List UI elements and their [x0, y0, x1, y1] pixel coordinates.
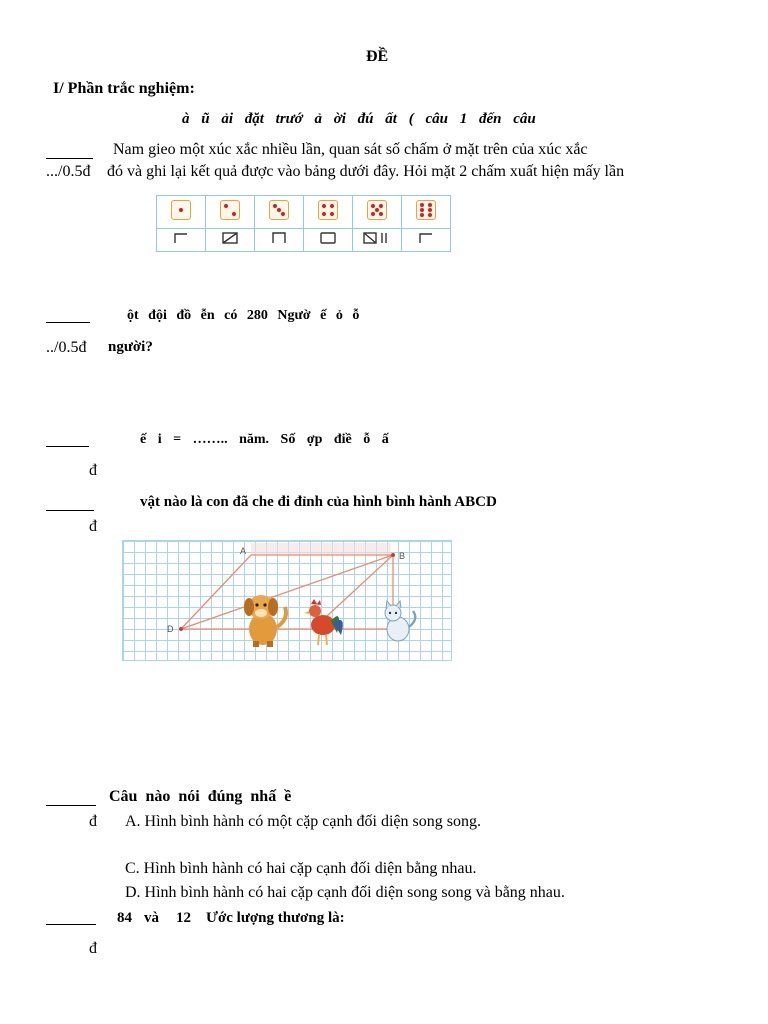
dice-tally-table	[156, 195, 451, 252]
tally-6	[402, 229, 451, 252]
q4-line1: vật nào là con đã che đi đỉnh của hình bình hành ABCD	[140, 494, 497, 510]
q3-line1: ế i = …….. năm. Số ợp điề ỗ ấ	[140, 432, 389, 447]
dice-face-5	[353, 196, 402, 229]
q4-score: đ	[89, 518, 97, 535]
page-title: ĐỀ	[366, 48, 389, 65]
rooster-icon	[304, 599, 343, 645]
q6-text: Ước lượng thương là:	[206, 910, 345, 926]
answer-blank-q3[interactable]	[46, 446, 89, 447]
q1-line1: Nam gieo một xúc xắc nhiều lần, quan sát số chấm ở mặt trên của xúc xắc	[113, 141, 588, 158]
vertex-label-d: D	[167, 624, 174, 634]
tally-1	[157, 229, 206, 252]
instruction-text: à ũ ải đặt trướ ả ời đú ất ( câu 1 đến câu	[182, 111, 536, 127]
cat-icon	[385, 601, 415, 641]
q6-num2: 12	[176, 910, 191, 926]
tally-5	[353, 229, 402, 252]
dog-icon	[244, 595, 286, 647]
q1-line2: đó và ghi lại kết quả được vào bảng dưới đây. Hỏi mặt 2 chấm xuất hiện mấy lần	[107, 163, 625, 180]
q6-score: đ	[89, 940, 97, 957]
q5-option-d[interactable]: D. Hình bình hành có hai cặp cạnh đối diện song song và bằng nhau.	[125, 884, 565, 901]
tally-4	[304, 229, 353, 252]
answer-blank-q2[interactable]	[46, 322, 90, 323]
parallelogram-drawing	[123, 541, 451, 660]
answer-blank-q6[interactable]	[46, 924, 96, 925]
dice-face-1	[157, 196, 206, 229]
dice-face-2	[206, 196, 255, 229]
q6-num1: 84	[117, 910, 132, 926]
q5-option-c[interactable]: C. Hình bình hành có hai cặp cạnh đối diện bằng nhau.	[125, 860, 477, 877]
answer-blank-q4[interactable]	[46, 510, 94, 511]
answer-blank-q5[interactable]	[46, 805, 96, 806]
q2-line2: người?	[108, 339, 153, 355]
tally-2	[206, 229, 255, 252]
q3-score: đ	[89, 462, 97, 479]
section-heading: I/ Phần trắc nghiệm:	[53, 80, 195, 97]
q2-line1: ột đội đồ ễn có 280 Ngườ ế ỏ ỗ	[127, 308, 360, 323]
dice-face-3	[255, 196, 304, 229]
vertex-label-a: A	[240, 546, 247, 556]
q1-score: .../0.5đ	[46, 163, 91, 180]
q5-option-a[interactable]: A. Hình bình hành có một cặp cạnh đối diện song song.	[125, 813, 481, 830]
tally-3	[255, 229, 304, 252]
parallelogram-grid-figure	[122, 540, 452, 661]
answer-blank-q1[interactable]	[46, 158, 93, 159]
q6-and: và	[144, 910, 159, 926]
q5-line1: Câu nào nói đúng nhấ ề	[109, 788, 292, 805]
q2-score: ../0.5đ	[46, 339, 87, 356]
dice-face-4	[304, 196, 353, 229]
q5-score: đ	[89, 813, 97, 830]
vertex-label-b: B	[399, 551, 406, 561]
dice-face-6	[402, 196, 451, 229]
